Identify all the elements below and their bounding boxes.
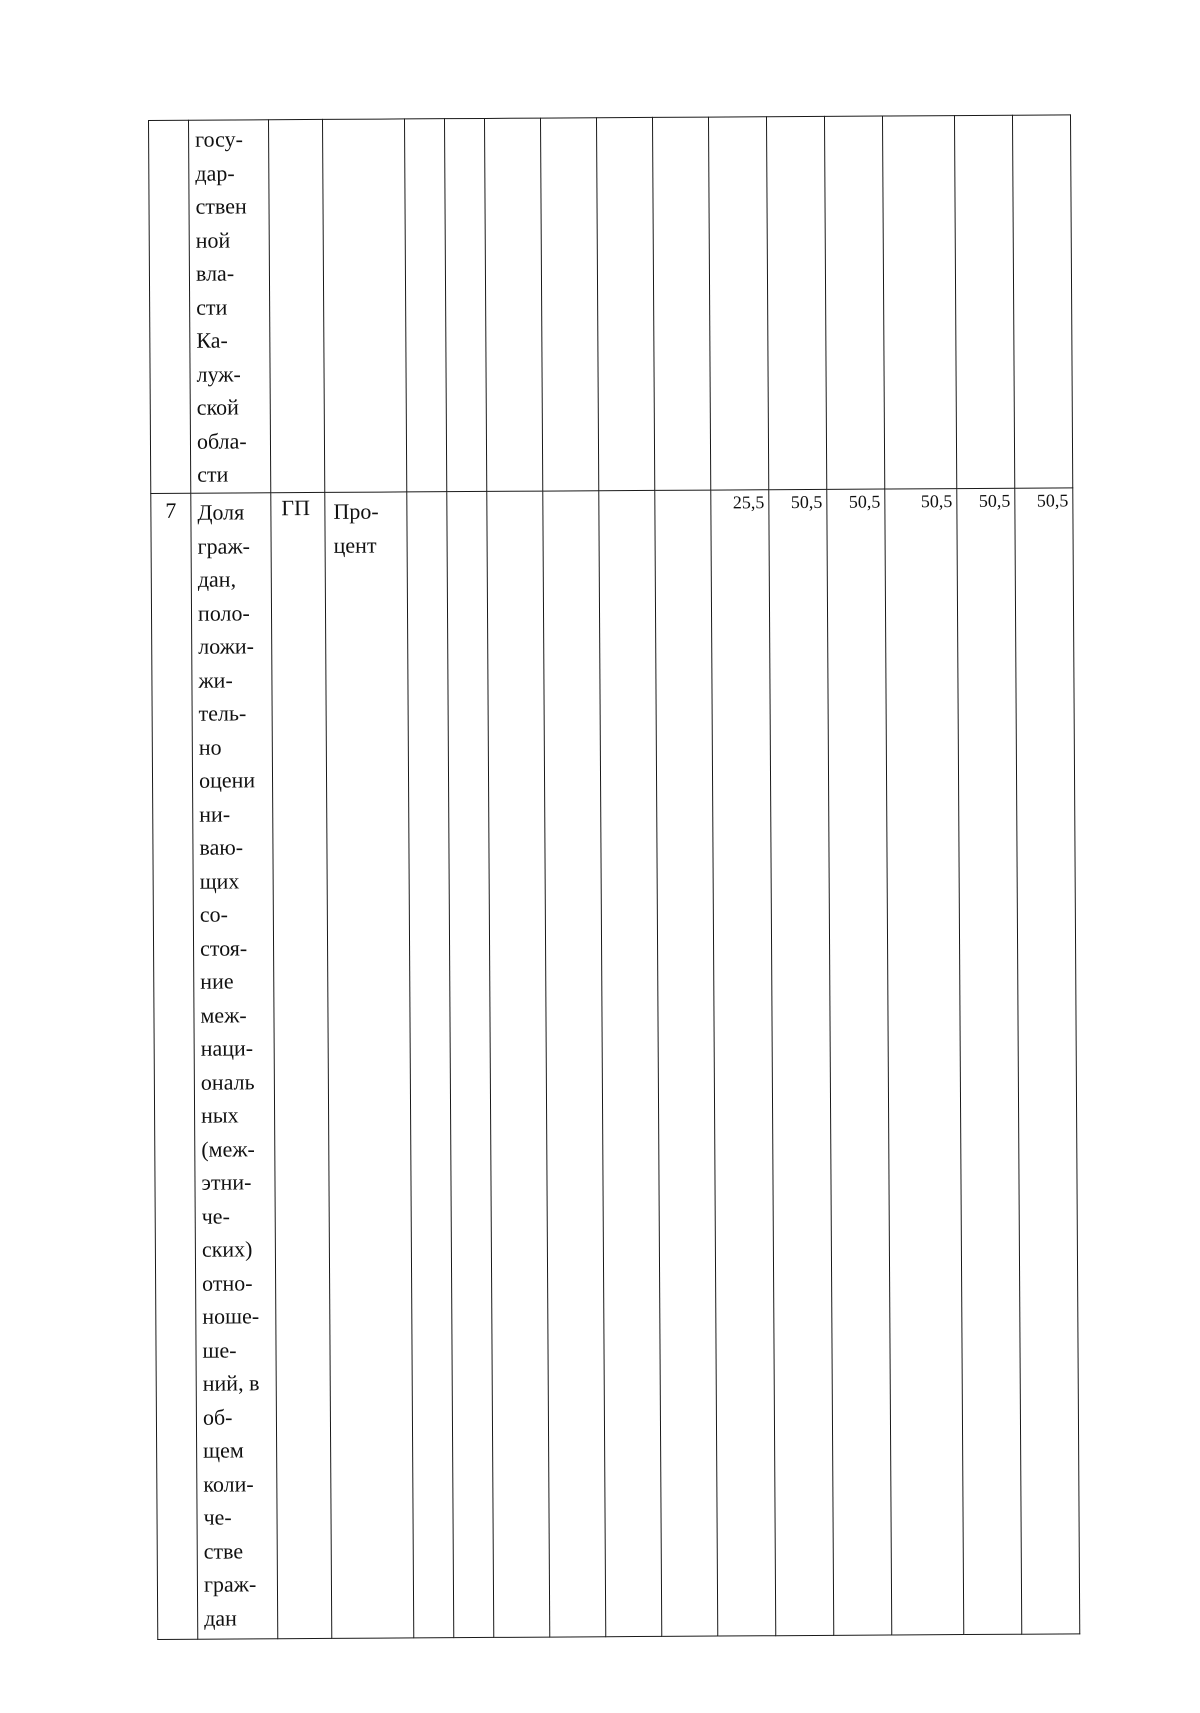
- text-line: ональ: [200, 1068, 255, 1095]
- cell-empty: [487, 491, 550, 1637]
- text-line: вла-: [195, 260, 235, 286]
- cell-indicator-name: [191, 493, 278, 1639]
- value-text: 50,5: [790, 491, 823, 513]
- cell-empty: [882, 116, 956, 489]
- value-text: 50,5: [920, 491, 953, 512]
- text-line: оцени: [198, 767, 256, 793]
- text-line: госу-: [195, 126, 244, 152]
- text-line: че-: [201, 1203, 230, 1229]
- row-number: 7: [165, 497, 177, 523]
- cell-empty: [407, 492, 454, 1638]
- text-line: поло-: [197, 599, 250, 626]
- cell-empty: [766, 116, 826, 489]
- text-line: со-: [199, 901, 229, 927]
- cell-value: [885, 489, 964, 1635]
- cell-program-type: [271, 492, 332, 1638]
- text-line: обла-: [196, 427, 247, 454]
- cell-row-number: [151, 493, 198, 1639]
- text-line: тель-: [198, 700, 247, 726]
- cell-value: [957, 488, 1022, 1634]
- text-line: ной: [195, 226, 231, 253]
- cell-value: [1015, 488, 1080, 1634]
- indicators-table: [148, 114, 1080, 1640]
- text-line: сти: [196, 294, 228, 320]
- text-line: дар-: [195, 159, 235, 186]
- text-line: ни-: [199, 801, 231, 827]
- text-line: дан: [204, 1604, 237, 1631]
- text-line: стве: [203, 1537, 244, 1564]
- text-line: но: [198, 734, 222, 760]
- text-line: ложи-: [198, 633, 255, 659]
- cell-number-empty: [149, 120, 191, 493]
- text-line: Ка-: [196, 327, 228, 353]
- text-line: че-: [203, 1504, 232, 1530]
- value-text: 50,5: [848, 491, 881, 512]
- text-line: луж-: [196, 360, 241, 387]
- cell-value: [769, 489, 834, 1635]
- cell-empty: [596, 117, 654, 490]
- cell-empty: [954, 115, 1014, 488]
- text-line: ваю-: [199, 834, 244, 860]
- cell-value: [711, 490, 776, 1636]
- text-line: ских): [201, 1236, 253, 1262]
- value-text: 50,5: [1036, 490, 1069, 511]
- text-line: ской: [196, 394, 239, 420]
- text-line: меж-: [200, 1001, 247, 1028]
- text-line: стоя-: [199, 934, 248, 961]
- text-line: Про-: [333, 498, 379, 524]
- text-line: ше-: [202, 1336, 237, 1363]
- text-line: (меж-: [201, 1135, 255, 1162]
- cell-value: [827, 489, 892, 1635]
- cell-empty: [1012, 115, 1072, 488]
- cell-empty: [652, 117, 710, 490]
- indicator-name-text: [191, 493, 277, 1634]
- cell-empty: [824, 116, 884, 489]
- cell-type-empty: [269, 119, 325, 492]
- text-line: цент: [333, 532, 377, 558]
- cell-empty: [708, 117, 768, 490]
- value-text: 50,5: [978, 490, 1011, 511]
- cell-empty: [447, 491, 494, 1637]
- text-line: ных: [201, 1102, 239, 1128]
- cell-empty: [540, 118, 598, 491]
- text-line: ноше-: [202, 1303, 260, 1329]
- cell-unit: [325, 492, 414, 1638]
- cell-empty: [404, 119, 446, 492]
- cell-unit-empty: [322, 119, 406, 492]
- text-line: ние: [200, 968, 234, 994]
- text-line: ний, в: [202, 1370, 260, 1396]
- cell-empty: [599, 490, 662, 1636]
- text-line: граж-: [197, 532, 251, 559]
- text-line: наци-: [200, 1035, 254, 1061]
- text-line: дан,: [197, 566, 237, 592]
- text-line: об-: [202, 1404, 233, 1430]
- text-line: отно-: [202, 1269, 253, 1296]
- cell-indicator-name: [189, 120, 271, 493]
- cell-empty: [444, 118, 486, 491]
- indicator-name-text: [189, 120, 270, 491]
- text-line: этни-: [201, 1169, 252, 1195]
- table-row-continued: [149, 115, 1073, 494]
- cell-empty: [484, 118, 542, 491]
- text-line: граж-: [203, 1571, 257, 1597]
- cell-empty: [543, 491, 606, 1637]
- text-line: сти: [197, 461, 229, 487]
- text-line: Доля: [197, 499, 245, 525]
- unit-text: [325, 492, 406, 561]
- cell-empty: [655, 490, 718, 1636]
- program-type: ГП: [281, 495, 311, 521]
- table-row-7: [151, 488, 1080, 1640]
- text-line: щем: [203, 1437, 244, 1463]
- text-line: жи-: [198, 666, 233, 693]
- text-line: коли-: [203, 1470, 254, 1497]
- text-line: щих: [199, 867, 240, 894]
- value-text: 25,5: [732, 492, 765, 513]
- text-line: ствен: [195, 193, 247, 219]
